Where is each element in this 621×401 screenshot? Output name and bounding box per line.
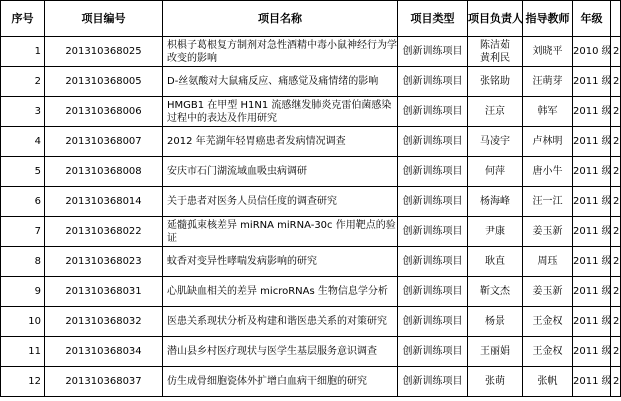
cell-code: 201310368007 bbox=[45, 127, 163, 157]
cell-more: 2 bbox=[611, 277, 621, 307]
cell-name: 心肌缺血相关的差异 microRNAs 生物信息学分析 bbox=[163, 277, 398, 307]
table-row bbox=[1, 127, 621, 157]
cell-teacher: 张帆 bbox=[523, 367, 573, 397]
cell-teacher: 姜玉新 bbox=[523, 217, 573, 247]
cell-teacher: 姜玉新 bbox=[523, 277, 573, 307]
cell-type: 创新训练项目 bbox=[398, 277, 468, 307]
cell-leader: 杨景 bbox=[468, 307, 523, 337]
header-grade: 年级 bbox=[573, 1, 611, 37]
table-row bbox=[1, 157, 621, 187]
cell-more: 2 bbox=[611, 37, 621, 67]
cell-more: 2 bbox=[611, 157, 621, 187]
header-no: 序号 bbox=[1, 1, 45, 37]
cell-grade: 2011 级 bbox=[573, 277, 611, 307]
cell-type: 创新训练项目 bbox=[398, 187, 468, 217]
cell-teacher: 卢林明 bbox=[523, 127, 573, 157]
cell-more: 2 bbox=[611, 127, 621, 157]
header-name: 项目名称 bbox=[163, 1, 398, 37]
cell-name: D-丝氨酸对大鼠痛反应、痛感觉及痛情绪的影响 bbox=[163, 67, 398, 97]
cell-more: 2 bbox=[611, 247, 621, 277]
cell-more: 2 bbox=[611, 337, 621, 367]
cell-type: 创新训练项目 bbox=[398, 97, 468, 127]
cell-code: 201310368023 bbox=[45, 247, 163, 277]
table-row bbox=[1, 307, 621, 337]
cell-teacher: 韩军 bbox=[523, 97, 573, 127]
cell-code: 201310368022 bbox=[45, 217, 163, 247]
cell-name: 仿生成骨细胞瓷体外扩增白血病干细胞的研究 bbox=[163, 367, 398, 397]
cell-teacher: 唐小牛 bbox=[523, 157, 573, 187]
cell-teacher: 刘晓平 bbox=[523, 37, 573, 67]
cell-more: 2 bbox=[611, 67, 621, 97]
cell-no: 9 bbox=[1, 277, 45, 307]
cell-type: 创新训练项目 bbox=[398, 337, 468, 367]
table-row bbox=[1, 97, 621, 127]
cell-type: 创新训练项目 bbox=[398, 67, 468, 97]
cell-no: 10 bbox=[1, 307, 45, 337]
cell-leader: 张铭助 bbox=[468, 67, 523, 97]
header-teacher: 指导教师 bbox=[523, 1, 573, 37]
table-row bbox=[1, 217, 621, 247]
cell-grade: 2011 级 bbox=[573, 157, 611, 187]
cell-code: 201310368005 bbox=[45, 67, 163, 97]
cell-more: 2 bbox=[611, 367, 621, 397]
cell-grade: 2010 级 bbox=[573, 37, 611, 67]
cell-no: 8 bbox=[1, 247, 45, 277]
cell-name: 延髓孤束核差异 miRNA miRNA-30c 作用靶点的验证 bbox=[163, 217, 398, 247]
cell-name: HMGB1 在甲型 H1N1 流感继发肺炎克雷伯菌感染过程中的表达及作用研究 bbox=[163, 97, 398, 127]
cell-grade: 2011 级 bbox=[573, 307, 611, 337]
cell-no: 3 bbox=[1, 97, 45, 127]
cell-leader: 张萌 bbox=[468, 367, 523, 397]
cell-type: 创新训练项目 bbox=[398, 127, 468, 157]
cell-code: 201310368031 bbox=[45, 277, 163, 307]
cell-code: 201310368014 bbox=[45, 187, 163, 217]
cell-leader: 马凌宇 bbox=[468, 127, 523, 157]
cell-grade: 2011 级 bbox=[573, 247, 611, 277]
cell-leader: 汪京 bbox=[468, 97, 523, 127]
cell-teacher: 汪一江 bbox=[523, 187, 573, 217]
cell-no: 12 bbox=[1, 367, 45, 397]
table-row bbox=[1, 337, 621, 367]
cell-more: 2 bbox=[611, 307, 621, 337]
cell-code: 201310368032 bbox=[45, 307, 163, 337]
cell-no: 6 bbox=[1, 187, 45, 217]
cell-more: 2 bbox=[611, 217, 621, 247]
cell-no: 11 bbox=[1, 337, 45, 367]
cell-no: 1 bbox=[1, 37, 45, 67]
cell-teacher: 王金权 bbox=[523, 337, 573, 367]
cell-grade: 2011 级 bbox=[573, 127, 611, 157]
cell-name: 枳椇子葛根复方制剂对急性酒精中毒小鼠神经行为学改变的影响 bbox=[163, 37, 398, 67]
cell-name: 潜山县乡村医疗现状与医学生基层服务意识调查 bbox=[163, 337, 398, 367]
cell-grade: 2011 级 bbox=[573, 67, 611, 97]
cell-grade: 2011 级 bbox=[573, 367, 611, 397]
cell-grade: 2011 级 bbox=[573, 217, 611, 247]
cell-grade: 2011 级 bbox=[573, 337, 611, 367]
cell-leader: 靳文杰 bbox=[468, 277, 523, 307]
cell-code: 201310368008 bbox=[45, 157, 163, 187]
cell-leader: 王丽娟 bbox=[468, 337, 523, 367]
cell-type: 创新训练项目 bbox=[398, 247, 468, 277]
cell-name: 关于患者对医务人员信任度的调查研究 bbox=[163, 187, 398, 217]
cell-type: 创新训练项目 bbox=[398, 367, 468, 397]
cell-code: 201310368034 bbox=[45, 337, 163, 367]
cell-no: 5 bbox=[1, 157, 45, 187]
cell-name: 安庆市石门湖流域血吸虫病调研 bbox=[163, 157, 398, 187]
cell-leader: 耿直 bbox=[468, 247, 523, 277]
cell-teacher: 王金权 bbox=[523, 307, 573, 337]
cell-no: 7 bbox=[1, 217, 45, 247]
table-header-row bbox=[1, 1, 621, 37]
table-row bbox=[1, 367, 621, 397]
cell-code: 201310368037 bbox=[45, 367, 163, 397]
cell-type: 创新训练项目 bbox=[398, 217, 468, 247]
cell-leader: 尹康 bbox=[468, 217, 523, 247]
header-code: 项目编号 bbox=[45, 1, 163, 37]
cell-more: 2 bbox=[611, 97, 621, 127]
table-row bbox=[1, 37, 621, 67]
cell-no: 4 bbox=[1, 127, 45, 157]
cell-teacher: 汪萌芽 bbox=[523, 67, 573, 97]
table-row bbox=[1, 277, 621, 307]
table-row bbox=[1, 67, 621, 97]
cell-grade: 2011 级 bbox=[573, 187, 611, 217]
header-type: 项目类型 bbox=[398, 1, 468, 37]
table-row bbox=[1, 247, 621, 277]
cell-code: 201310368025 bbox=[45, 37, 163, 67]
cell-no: 2 bbox=[1, 67, 45, 97]
cell-code: 201310368006 bbox=[45, 97, 163, 127]
cell-type: 创新训练项目 bbox=[398, 307, 468, 337]
cell-type: 创新训练项目 bbox=[398, 37, 468, 67]
table-row bbox=[1, 187, 621, 217]
header-more bbox=[611, 1, 621, 37]
cell-leader: 杨海峰 bbox=[468, 187, 523, 217]
cell-name: 2012 年芜湖年轻胃癌患者发病情况调查 bbox=[163, 127, 398, 157]
cell-name: 医患关系现状分析及构建和谐医患关系的对策研究 bbox=[163, 307, 398, 337]
cell-teacher: 周珏 bbox=[523, 247, 573, 277]
header-leader: 项目负责人 bbox=[468, 1, 523, 37]
cell-leader: 何萍 bbox=[468, 157, 523, 187]
cell-type: 创新训练项目 bbox=[398, 157, 468, 187]
cell-more: 2 bbox=[611, 187, 621, 217]
cell-grade: 2011 级 bbox=[573, 97, 611, 127]
cell-name: 蚊香对变异性哮喘发病影响的研究 bbox=[163, 247, 398, 277]
cell-leader: 陈洁茹 黄利民 bbox=[468, 37, 523, 67]
